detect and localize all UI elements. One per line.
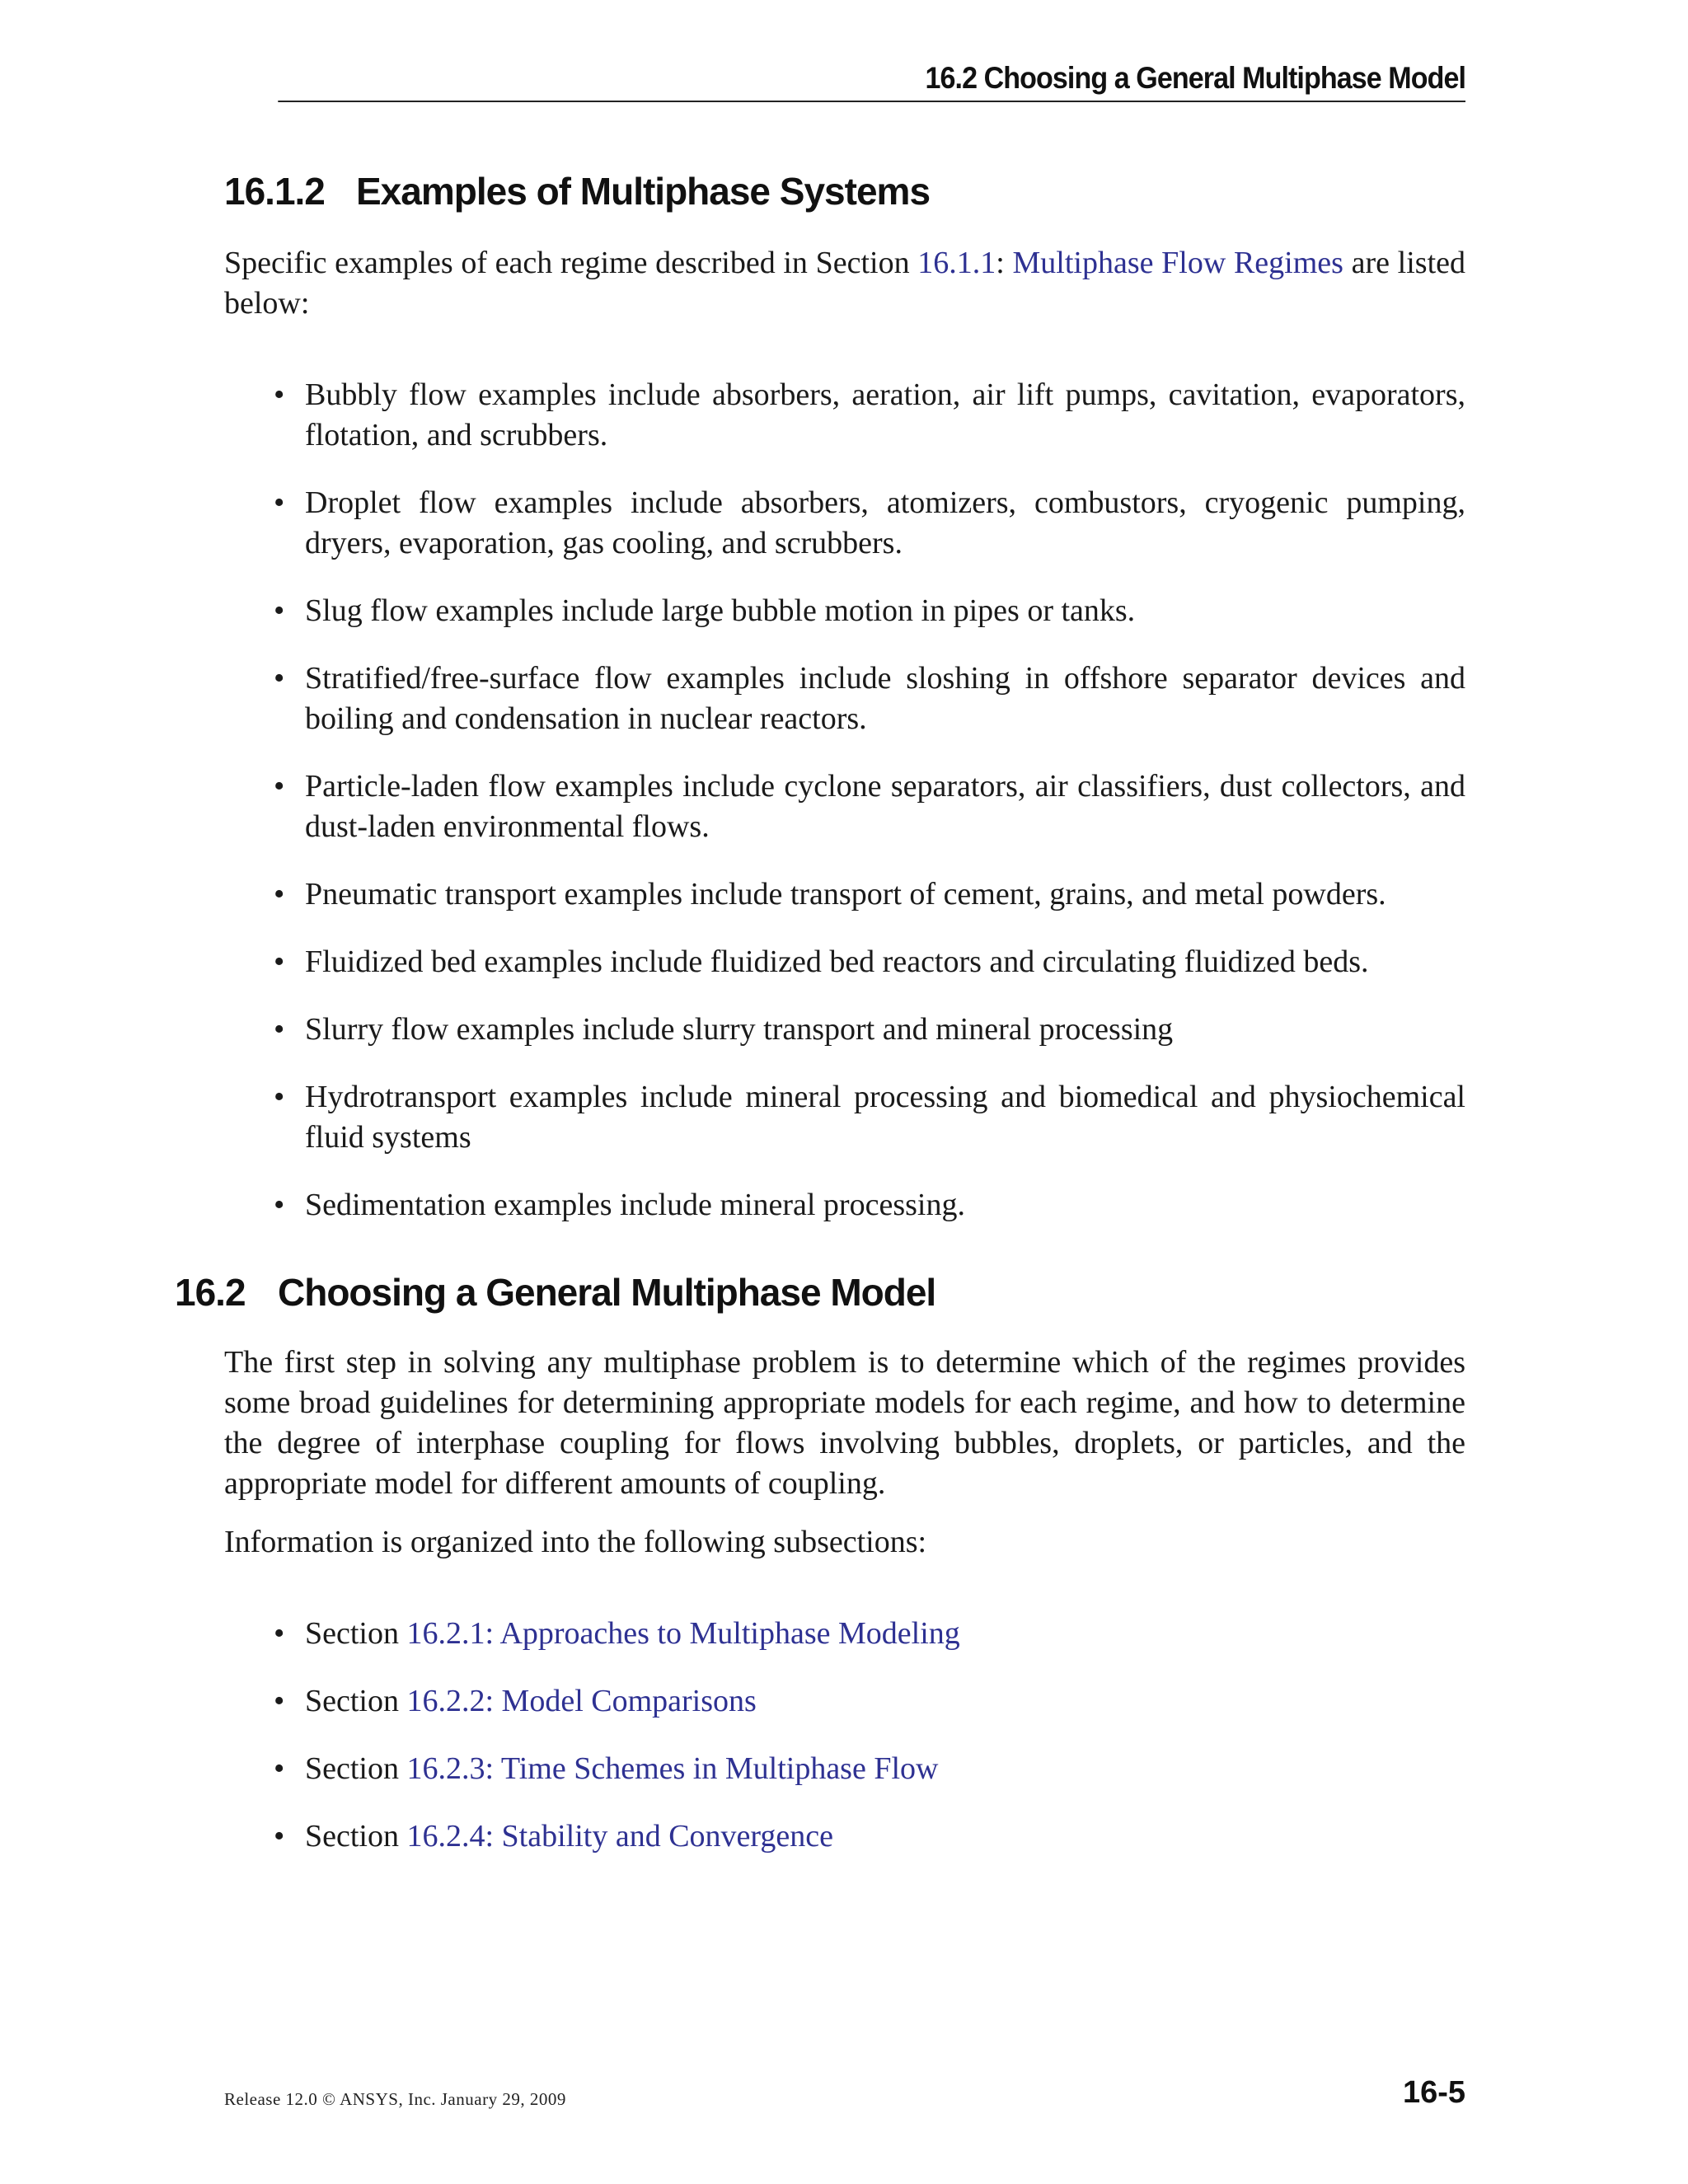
subsection-title: Examples of Multiphase Systems: [356, 170, 931, 213]
list-item: [224, 658, 1465, 739]
examples-list: [224, 375, 1465, 1226]
list-item-text: Particle-laden flow examples include cyclone separators, air classifiers, dust collectors, and dust-laden environmental flows.: [305, 769, 1465, 844]
bullet-icon: •: [274, 1751, 285, 1786]
xref-link-multiphase-flow-regimes[interactable]: Multiphase Flow Regimes: [1012, 246, 1343, 280]
section-lead: Information is organized into the following subsections:: [224, 1525, 927, 1559]
list-item: [224, 766, 1465, 847]
subsection-heading: [224, 169, 1465, 213]
list-item-text: Stratified/free-surface flow examples include sloshing in offshore separator devices and boiling and condensation in nuclear reactors.: [305, 661, 1465, 736]
bullet-icon: •: [274, 1684, 285, 1718]
list-item-text: Droplet flow examples include absorbers, atomizers, combustors, cryogenic pumping, dryers, evaporation, gas cooling, and scrubbers.: [305, 485, 1465, 560]
section-word: Section: [305, 1684, 407, 1718]
page-content: [175, 169, 1465, 1884]
bullet-icon: •: [274, 769, 285, 804]
intro-colon: :: [996, 246, 1013, 280]
list-item-text: Slurry flow examples include slurry transport and mineral processing: [305, 1012, 1174, 1047]
intro-text-end: are listed below:: [224, 246, 1465, 321]
list-item: [224, 1816, 1465, 1857]
list-item-text: Slug flow examples include large bubble motion in pipes or tanks.: [305, 593, 1136, 628]
section-paragraph: The first step in solving any multiphase problem is to determine which of the regimes provides some broad guidelines for determining appropriate models for each regime, and how to determine the degree of interphase coupling for flows involving bubbles, droplets, or particles, and the appropriate model for different amounts of coupling.: [224, 1345, 1465, 1501]
list-item: [224, 942, 1465, 982]
list-item-text: Pneumatic transport examples include transport of cement, grains, and metal powders.: [305, 877, 1386, 912]
bullet-icon: •: [274, 1616, 285, 1651]
list-item-text: Fluidized bed examples include fluidized bed reactors and circulating fluidized beds.: [305, 944, 1369, 979]
subsections-list: [224, 1614, 1465, 1857]
subsection-number: 16.1.2: [224, 170, 325, 213]
list-item-text: Bubbly flow examples include absorbers, aeration, air lift pumps, cavitation, evaporators, flotation, and scrubbers.: [305, 377, 1465, 452]
bullet-icon: •: [274, 1819, 285, 1854]
section-heading: [175, 1270, 1465, 1315]
xref-link-16-2-4[interactable]: 16.2.4: Stability and Convergence: [406, 1819, 833, 1854]
list-item: [224, 1681, 1465, 1722]
section-number: 16.2: [175, 1271, 246, 1314]
list-item: [224, 1614, 1465, 1654]
list-item: [224, 1010, 1465, 1050]
list-item: [224, 1749, 1465, 1789]
list-item: [224, 375, 1465, 456]
page-number: 16-5: [1402, 2075, 1465, 2110]
subsection-intro: [224, 243, 1465, 324]
xref-link-16-2-2[interactable]: 16.2.2: Model Comparisons: [406, 1684, 757, 1718]
bullet-icon: •: [274, 1080, 285, 1114]
section-word: Section: [305, 1616, 407, 1651]
list-item-text: Sedimentation examples include mineral processing.: [305, 1188, 965, 1222]
bullet-icon: •: [274, 1188, 285, 1222]
bullet-icon: •: [274, 377, 285, 412]
xref-link-16-2-3[interactable]: 16.2.3: Time Schemes in Multiphase Flow: [406, 1751, 939, 1786]
footer-release: Release 12.0 © ANSYS, Inc. January 29, 2009: [224, 2089, 566, 2109]
list-item: [224, 1077, 1465, 1158]
list-item: [224, 483, 1465, 564]
bullet-icon: •: [274, 661, 285, 696]
bullet-icon: •: [274, 944, 285, 979]
xref-link-16-1-1-number[interactable]: 16.1.1: [917, 246, 996, 280]
bullet-icon: •: [274, 485, 285, 520]
section-word: Section: [305, 1751, 407, 1786]
bullet-icon: •: [274, 1012, 285, 1047]
section-title: Choosing a General Multiphase Model: [278, 1271, 936, 1314]
bullet-icon: •: [274, 877, 285, 912]
xref-link-16-2-1[interactable]: 16.2.1: Approaches to Multiphase Modeling: [406, 1616, 960, 1651]
bullet-icon: •: [274, 593, 285, 628]
list-item: [224, 874, 1465, 915]
running-header: 16.2 Choosing a General Multiphase Model: [278, 61, 1465, 102]
section-word: Section: [305, 1819, 407, 1854]
list-item: [224, 591, 1465, 631]
list-item-text: Hydrotransport examples include mineral processing and biomedical and physiochemical fluid systems: [305, 1080, 1465, 1155]
intro-text: Specific examples of each regime described in Section: [224, 246, 918, 280]
list-item: [224, 1185, 1465, 1226]
